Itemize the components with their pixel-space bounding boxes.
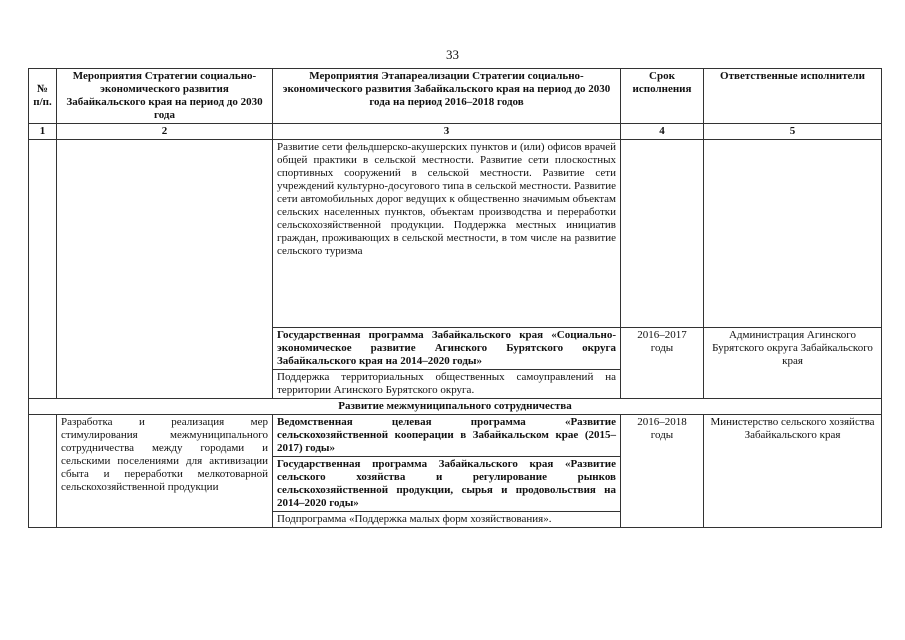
program-cooperation-title: Ведомственная целевая программа «Развитие сельскохозяйственной кооперации в Забайкальском крае (2015–2017) годы» <box>273 415 621 457</box>
rural-development-measures: Развитие сети фельдшерско-акушерских пунктов и (или) офисов врачей общей практики в сельской местности. Развитие сети плоскостных спортивных сооружений в сельской местности. Развитие сети учреждений культурно-досугового типа в сельской местности. Развитие сети автомобильных дорог ведущих к общественно значимым объектам сельских населенных пунктов, объектам производства и переработки сельскохозяйственной продукции. Поддержка местных инициатив граждан, проживающих в сельской местности, в том числе на развитие сельского туризма <box>273 140 621 328</box>
header-number: № п/п. <box>29 69 57 124</box>
empty-cell <box>29 415 57 528</box>
column-number-row <box>29 124 882 140</box>
empty-cell <box>621 140 704 328</box>
header-stage-measures: Мероприятия Этапареализации Стратегии социально-экономического развития Забайкальского края на период до 2030 года на период 2016–2018 годов <box>273 69 621 124</box>
program-agriculture-title: Государственная программа Забайкальского края «Развитие сельского хозяйства и регулирование рынков сельскохозяйственной продукции, сырья и продовольствия на 2014–2020 годы» <box>273 457 621 512</box>
responsible-agriculture-ministry: Министерство сельского хозяйства Забайкальского края <box>704 415 882 528</box>
column-number: 4 <box>621 124 704 140</box>
program-aginsky-title: Государственная программа Забайкальского края «Социально-экономическое развитие Агинского Бурятского округа Забайкальского края на 2014–2020 годы» <box>273 328 621 370</box>
section-title: Развитие межмуниципального сотрудничества <box>29 399 882 415</box>
table-header-row <box>29 69 882 124</box>
column-number: 3 <box>273 124 621 140</box>
header-deadline: Срок исполнения <box>621 69 704 124</box>
deadline-2016-2018: 2016–2018 годы <box>621 415 704 528</box>
header-responsible: Ответственные исполнители <box>704 69 882 124</box>
column-number: 2 <box>57 124 273 140</box>
table-row <box>29 140 882 328</box>
program-aginsky-detail: Поддержка территориальных общественных самоуправлений на территории Агинского Бурятского округа. <box>273 370 621 399</box>
empty-cell <box>29 140 57 399</box>
page-number: 33 <box>446 47 459 62</box>
deadline-2016-2017: 2016–2017 годы <box>621 328 704 399</box>
empty-cell <box>57 140 273 399</box>
strategy-measures-table <box>28 68 882 528</box>
responsible-aginsky-administration: Администрация Агинского Бурятского округа Забайкальского края <box>704 328 882 399</box>
subprogram-small-farms: Подпрограмма «Поддержка малых форм хозяйствования». <box>273 512 621 528</box>
table-row <box>29 415 882 457</box>
section-header-row <box>29 399 882 415</box>
intermunicipal-strategy-measure: Разработка и реализация мер стимулирования межмуниципального сотрудничества между городами и сельскими поселениями для активизации сбыта и переработки мелкотоварной сельскохозяйственной продукции <box>57 415 273 528</box>
header-strategy-measures: Мероприятия Стратегии социально-экономического развития Забайкальского края на период до 2030 года <box>57 69 273 124</box>
empty-cell <box>704 140 882 328</box>
column-number: 1 <box>29 124 57 140</box>
column-number: 5 <box>704 124 882 140</box>
